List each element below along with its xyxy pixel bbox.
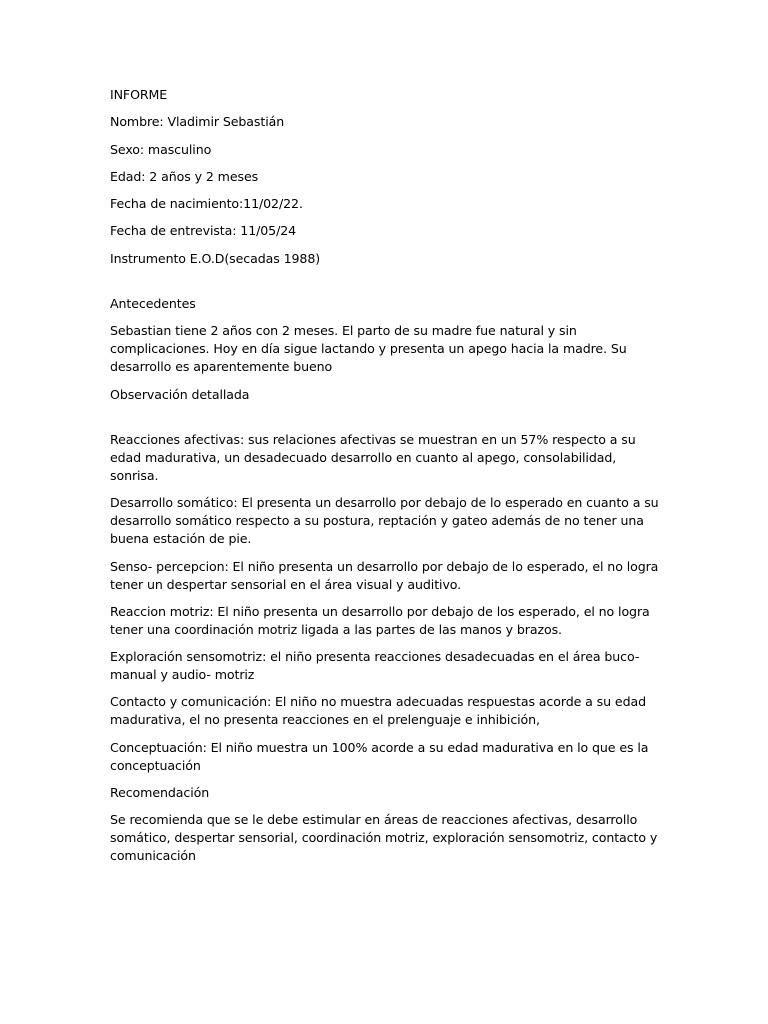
observacion-heading: Observación detallada	[110, 386, 250, 402]
interview-date: Fecha de entrevista: 11/05/24	[110, 223, 297, 239]
contacto-comunicacion-paragraph: Contacto y comunicación: El niño no muestra adecuadas respuestas acorde a su edad madurativa, el no presenta reacciones en el prelenguaje e inhibición,	[110, 694, 646, 728]
blank-line	[110, 277, 662, 295]
antecedentes-paragraph: Sebastian tiene 2 años con 2 meses. El parto de su madre fue natural y sin complicaciones. Hoy en día sigue lactando y presenta un apego hacia la madre. Su desarrollo es aparentemente bueno	[110, 323, 627, 375]
conceptuacion-paragraph: Conceptuación: El niño muestra un 100% acorde a su edad madurativa en lo que es la conceptuación	[110, 739, 649, 773]
report-document	[110, 86, 662, 875]
patient-sex: Sexo: masculino	[110, 141, 212, 157]
recomendacion-paragraph: Se recomienda que se le debe estimular en áreas de reacciones afectivas, desarrollo somático, despertar sensorial, coordinación motriz, exploración sensomotriz, contacto y comunicación	[110, 812, 658, 864]
patient-age: Edad: 2 años y 2 meses	[110, 168, 259, 184]
recomendacion-heading: Recomendación	[110, 785, 210, 801]
desarrollo-somatico-paragraph: Desarrollo somático: El presenta un desarrollo por debajo de lo esperado en cuanto a su desarrollo somático respecto a su postura, reptación y gateo además de no tener una buena estación de pie.	[110, 495, 659, 547]
antecedentes-heading: Antecedentes	[110, 296, 196, 312]
reaccion-motriz-paragraph: Reaccion motriz: El niño presenta un desarrollo por debajo de los esperado, el no logra tener una coordinación motriz ligada a las partes de las manos y brazos.	[110, 603, 650, 637]
patient-name: Nombre: Vladimir Sebastián	[110, 114, 285, 130]
birth-date: Fecha de nacimiento:11/02/22.	[110, 196, 303, 212]
reacciones-afectivas-paragraph: Reacciones afectivas: sus relaciones afectivas se muestran en un 57% respecto a su edad madurativa, un desadecuado desarrollo en cuanto al apego, consolabilidad, sonrisa.	[110, 431, 636, 483]
blank-line	[110, 413, 662, 431]
exploracion-sensomotriz-paragraph: Exploración sensomotriz: el niño presenta reacciones desadecuadas en el área buco-manual y audio- motriz	[110, 649, 640, 683]
report-title: INFORME	[110, 87, 168, 102]
senso-percepcion-paragraph: Senso- percepcion: El niño presenta un desarrollo por debajo de lo esperado, el no logra tener un despertar sensorial en el área visual y auditivo.	[110, 558, 659, 592]
instrument: Instrumento E.O.D(secadas 1988)	[110, 250, 321, 266]
